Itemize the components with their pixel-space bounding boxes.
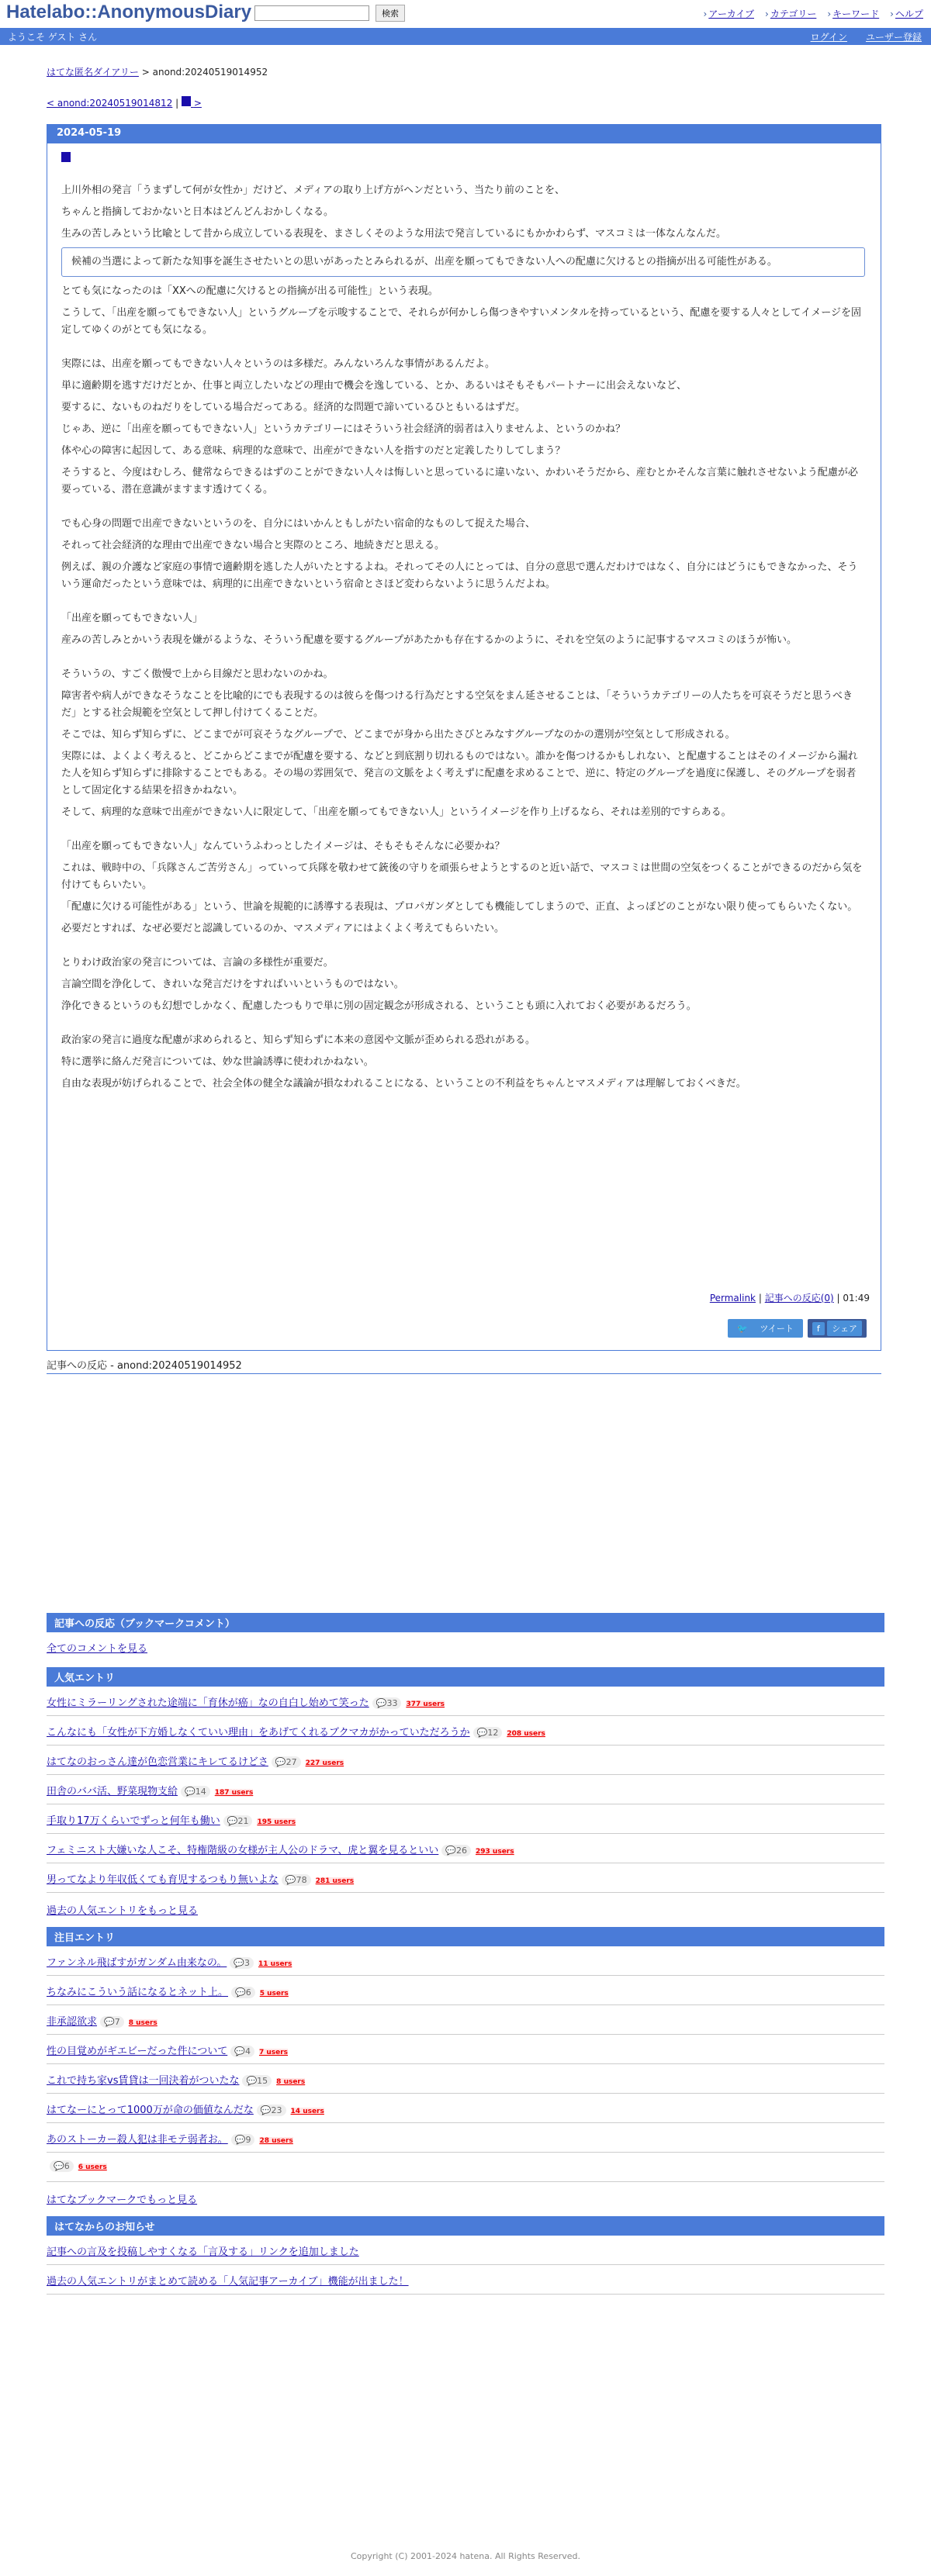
entry-paragraph: 生みの苦しみという比喩として昔から成立している表現を、まさしくそのような用法で発言しているにもかかわらず、マスコミは一体なんなんだ。	[61, 228, 726, 240]
footer-copyright: Copyright (C) 2001-2024 hatena. All Rights Reserved.	[351, 2551, 580, 2561]
comment-count-value: 27	[286, 1757, 297, 1767]
header	[0, 0, 931, 26]
notable-entry-row	[47, 2005, 884, 2035]
entry-paragraph: 政治家の発言に過度な配慮が求められると、知らず知らずに本来の意図や文脈が歪められる恐れがある。	[61, 1034, 536, 1046]
comment-count-value: 3	[244, 1958, 251, 1968]
comment-count-value: 21	[237, 1816, 249, 1826]
entry-paragraph: ちゃんと指摘しておかないと日本はどんどんおかしくなる。	[61, 206, 334, 218]
entry-paragraph: それって社会経済的な理由で出産できない場合と実際のところ、地続きだと思える。	[61, 540, 445, 551]
twitter-icon: 🐦	[732, 1322, 753, 1335]
comment-count-value: 6	[64, 2161, 70, 2171]
comment-count[interactable]	[223, 1815, 253, 1827]
search-input[interactable]	[254, 5, 369, 21]
comment-count-value: 78	[296, 1875, 307, 1885]
next-arrow: >	[193, 98, 202, 109]
comment-icon: 💬	[54, 2161, 64, 2171]
entry-paragraph: 特に選挙に絡んだ発言については、妙な世論誘導に使われかねない。	[61, 1056, 374, 1068]
share-buttons	[728, 1319, 867, 1338]
comment-count[interactable]	[372, 1697, 402, 1709]
comment-icon: 💬	[275, 1757, 286, 1767]
notable-entry-row	[47, 2123, 884, 2153]
category-link[interactable]: › カテゴリー	[765, 7, 816, 20]
breadcrumb-current: anond:20240519014952	[152, 67, 268, 78]
entry-paragraph: 単に適齢期を逃すだけだとか、仕事と両立したいなどの理由で機会を逸している、とか、あるいはそもそもパートナーに出会えないなど、	[61, 380, 687, 392]
comment-count[interactable]	[181, 1786, 210, 1797]
comment-count-value: 7	[114, 2017, 120, 2027]
notable-entry-row	[47, 1976, 884, 2005]
entry-paragraph: 自由な表現が妨げられることで、社会全体の健全な議論が損なわれることになる、ということの不利益をちゃんとマスメディアは理解しておくべきだ。	[61, 1078, 746, 1089]
entry-link[interactable]: 性の目覚めがギエビーだった件について	[47, 2046, 228, 2057]
footer-separator: |	[836, 1293, 840, 1304]
bookmark-users-badge[interactable]: 187 users	[214, 1789, 254, 1797]
facebook-icon: f	[812, 1322, 825, 1335]
comment-count[interactable]	[441, 1845, 471, 1856]
comment-count[interactable]	[230, 1957, 254, 1969]
comment-icon: 💬	[234, 2135, 246, 2145]
bookmark-section	[47, 1613, 884, 1655]
notable-entry-row	[47, 2153, 884, 2182]
comment-icon: 💬	[185, 1787, 196, 1797]
news-item	[47, 2265, 884, 2295]
entry-paragraph: 上川外相の発言「うまずして何が女性か」だけど、メディアの取り上げ方がヘンだという、当たり前のことを、	[61, 185, 565, 196]
square-icon	[61, 152, 71, 162]
comment-count-value: 4	[244, 2046, 251, 2056]
more-popular-link[interactable]: 過去の人気エントリをもっと見る	[47, 1905, 199, 1917]
entry-paragraph: とりわけ政治家の発言については、言論の多様性が重要だ。	[61, 957, 334, 969]
entry-paragraph: 「出産を願ってもできない人」なんていうふわっとしたイメージは、そもそもそんなに必要かね？	[61, 841, 505, 852]
news-link[interactable]: 過去の人気エントリがまとめて読める「人気記事アーカイブ」機能が出ました！	[47, 2276, 409, 2288]
comment-icon: 💬	[235, 1987, 246, 1998]
popular-entry-row	[47, 1775, 884, 1804]
comment-count[interactable]	[272, 1756, 301, 1768]
entry-body	[61, 151, 865, 1093]
bookmark-users-badge[interactable]: 293 users	[476, 1848, 514, 1856]
comment-icon: 💬	[260, 2105, 272, 2115]
pager-separator: |	[175, 98, 179, 109]
entry-paragraph: 障害者や病人ができなそうなことを比喩的にでも表現するのは彼らを傷つける行為だとする空気をまん延させることは、「そういうカテゴリーの人たちを可哀そうだと思うべきだ」とする社会規範を空気として押し付けてくることだ。	[61, 690, 853, 719]
entry-paragraph: じゃあ、逆に「出産を願ってもできない人」というカテゴリーにはそういう社会経済的弱者は入りませんよ、というのかね？	[61, 423, 625, 435]
comment-count[interactable]	[231, 2134, 255, 2146]
entry-link[interactable]: はてなのおっさん達が色恋営業にキレてるけどさ	[47, 1756, 268, 1768]
entry-paragraph: 必要だとすれば、なぜ必要だと認識しているのか、マスメディアにはよくよく考えてもらいたい。	[61, 923, 504, 934]
comment-icon: 💬	[445, 1846, 457, 1856]
register-link[interactable]: ユーザー登録	[865, 32, 922, 43]
news-item	[47, 2236, 884, 2265]
comment-count[interactable]	[50, 2160, 74, 2172]
bookmark-users-badge[interactable]: 208 users	[507, 1730, 545, 1738]
popular-entry-row	[47, 1746, 884, 1775]
section-heading: 人気エントリ	[47, 1667, 884, 1687]
popular-section	[47, 1667, 884, 1917]
entry-title-link[interactable]	[61, 154, 71, 165]
reactions-heading: 記事への反応 - anond:20240519014952	[47, 1357, 881, 1374]
comment-count[interactable]	[242, 2075, 272, 2087]
bookmark-users-badge[interactable]: 195 users	[257, 1818, 296, 1826]
bookmark-users-badge[interactable]: 8 users	[276, 2078, 306, 2086]
entry-link[interactable]: ちなみにこういう話になるとネット上。	[47, 1987, 229, 1998]
entry-link[interactable]: ファンネル飛ばすがガンダム由来なの。	[47, 1957, 227, 1969]
entry-link[interactable]: これで持ち家vs賃貸は一回決着がついたな	[47, 2075, 240, 2087]
notable-entry-row	[47, 2094, 884, 2123]
square-icon	[182, 96, 191, 106]
comment-count-value: 33	[386, 1698, 398, 1708]
quote-block: 候補の当選によって新たな知事を誕生させたいとの思いがあったとみられるが、出産を願ってもできない人への配慮に欠けるとの指摘が出る可能性がある。	[61, 247, 865, 277]
comment-icon: 💬	[246, 2076, 258, 2086]
entry-paragraph: 実際には、出産を願ってもできない人々というのは多様だ。みんないろんな事情があるんだよ。	[61, 358, 496, 370]
comment-icon: 💬	[376, 1698, 387, 1708]
entry-link[interactable]: 女性にミラーリングされた途端に「育休が癌」なの自白し始めて笑った	[47, 1697, 369, 1709]
comment-icon: 💬	[104, 2017, 115, 2027]
entry-paragraph: 例えば、親の介護など家庭の事情で適齢期を逃した人がいたとするよね。それってその人にとっては、自分の意思で選んだわけではなく、自分にはどうにもできなかった、そういう運命だったという意味では、病理的に出産できないという宿命とさほど変わらないように思うんだよね。	[61, 561, 858, 590]
bookmark-users-badge[interactable]: 11 users	[258, 1960, 292, 1968]
bookmark-users-badge[interactable]: 28 users	[259, 2137, 293, 2145]
entry-link[interactable]: フェミニスト大嫌いな人こそ、特権階級の女様が主人公のドラマ、虎と翼を見るといい	[47, 1845, 439, 1856]
news-section	[47, 2216, 884, 2295]
comment-count-value: 15	[257, 2076, 268, 2086]
entry-paragraph: 「出産を願ってもできない人」	[61, 613, 203, 624]
comment-count[interactable]	[100, 2016, 124, 2028]
entry-footer	[710, 1291, 870, 1304]
breadcrumb-home[interactable]: はてな匿名ダイアリー	[47, 67, 139, 78]
entry-paragraph: 浄化できるというのも幻想でしかなく、配慮したつもりで単に別の固定観念が形成される、ということも頭に入れておく必要があるだろう。	[61, 1000, 697, 1012]
bookmark-users-badge[interactable]: 6 users	[78, 2163, 107, 2171]
comment-count-value: 14	[195, 1787, 206, 1797]
welcome-text: ようこそ ゲスト さん	[8, 32, 98, 43]
entry-paragraph: 言論空間を浄化して、きれいな発言だけをすればいいというものではない。	[61, 979, 404, 990]
popular-entry-row	[47, 1687, 884, 1716]
entry-link[interactable]: はてなーにとって1000万が命の価値なんだな	[47, 2105, 254, 2116]
entry-link[interactable]: 田舎のババ活、野菜現物支給	[47, 1786, 178, 1797]
entry-paragraph: そこでは、知らず知らずに、どこまでが可哀そうなグループで、どこまでが身から出たさびとみなすグループなのかの選別が空気として形成される。	[61, 729, 735, 741]
comment-icon: 💬	[285, 1875, 296, 1885]
diary-entry	[47, 124, 881, 1351]
bookmark-users-badge[interactable]: 5 users	[259, 1990, 289, 1998]
news-link[interactable]: 記事への言及を投稿しやすくなる「言及する」リンクを追加しました	[47, 2246, 359, 2258]
all-comments-link[interactable]: 全てのコメントを見る	[47, 1643, 148, 1655]
entry-link[interactable]: 手取り17万くらいでずっと何年も働い	[47, 1815, 220, 1827]
facebook-share-button[interactable]: f シェア	[808, 1319, 867, 1338]
entry-paragraph: でも心身の問題で出産できないというのを、自分にはいかんともしがたい宿命的なものして捉えた場合、	[61, 518, 536, 530]
entry-link[interactable]: あのストーカー殺人犯は非モテ弱者お。	[47, 2134, 228, 2146]
section-heading: 記事への反応（ブックマークコメント）	[47, 1613, 884, 1632]
bookmark-users-badge[interactable]: 8 users	[128, 2019, 157, 2027]
bookmark-users-badge[interactable]: 227 users	[305, 1759, 344, 1767]
breadcrumb-separator: >	[141, 67, 150, 78]
entry-paragraph: こうして、「出産を願ってもできない人」というグループを示唆することで、それらが何かしら傷つきやすいメンタルを持っているという、配慮を要する人々としてイメージを固定してゆくのがとても気になる。	[61, 307, 862, 336]
comment-count-value: 12	[487, 1728, 499, 1738]
comment-count-value: 6	[245, 1987, 251, 1998]
notable-section	[47, 1927, 884, 2206]
user-bar	[0, 28, 931, 45]
top-nav	[704, 7, 924, 20]
entry-paragraph: 産みの苦しみとかいう表現を嫌がるような、そういう配慮を要するグループがあたかも存在するかのように、それを空気のように記事するマスコミのほうが怖い。	[61, 634, 797, 646]
comment-icon: 💬	[476, 1728, 488, 1738]
comment-icon: 💬	[234, 1958, 245, 1968]
popular-entry-row	[47, 1716, 884, 1746]
comment-count-value: 9	[245, 2135, 251, 2145]
entry-paragraph: 実際には、よくよく考えると、どこからどこまでが配慮を要する、などと到底割り切れるものではない。誰かを傷つけるかもしれない、と配慮することはそのイメージから漏れた人を知らず知らずに排除することでもある。その場の雰囲気で、発言の文脈をよく考えずに配慮を求めることで、逆に、特定のグループを過度に保護し、そのグループを弱者として固定化する結果を招きかねない。	[61, 751, 858, 796]
entry-paragraph: そういうの、すごく傲慢で上から目線だと思わないのかね。	[61, 668, 334, 680]
reactions-link[interactable]: 記事への反応(0)	[764, 1293, 834, 1304]
entry-paragraph: 要するに、ないものねだりをしている場合だってある。経済的な問題で諦いているひともいるはずだ。	[61, 402, 526, 413]
notable-entry-row	[47, 2035, 884, 2064]
comment-icon: 💬	[227, 1816, 238, 1826]
entry-paragraph: とても気になったのは「XXへの配慮に欠けるとの指摘が出る可能性」という表現。	[61, 285, 438, 297]
help-link[interactable]: › ヘルプ	[890, 7, 923, 20]
entry-link[interactable]: こんなにも「女性が下方婚しなくていい理由」をあげてくれるブクマカがかっていただろうか	[47, 1727, 470, 1739]
notable-entry-row	[47, 2064, 884, 2094]
entry-paragraph: そうすると、今度はむしろ、健常ならできるはずのことができない人々は悔しいと思っているに違いない、かわいそうだから、産むとかそんな言葉に触れさせないよう配慮が必要っている、潜在意識がますます透けてくる。	[61, 467, 858, 496]
more-bookmark-link[interactable]: はてなブックマークでもっと見る	[47, 2194, 198, 2206]
search-button[interactable]: 検索	[376, 5, 405, 22]
entry-link[interactable]: 男ってなより年収低くても育児するつもり無いよな	[47, 1874, 279, 1886]
entry-link[interactable]: 非承認欲求	[47, 2016, 98, 2028]
entry-date: 2024-05-19	[47, 125, 881, 143]
entry-paragraph: そして、病理的な意味で出産ができない人に限定して、「出産を願ってもできない人」というイメージを作り上げるなら、それは差別的ですらある。	[61, 806, 732, 818]
comment-count[interactable]	[231, 1987, 255, 1998]
bookmark-users-badge[interactable]: 281 users	[315, 1877, 355, 1885]
comment-count[interactable]	[282, 1874, 311, 1886]
next-entry-link[interactable]	[182, 98, 202, 109]
bookmark-users-badge[interactable]: 14 users	[290, 2108, 324, 2115]
entry-paragraph: 体や心の障害に起因して、ある意味、病理的な意味で、出産ができない人を指すのだと定義したりしてしまう？	[61, 445, 566, 457]
popular-entry-row	[47, 1863, 884, 1893]
login-link[interactable]: ログイン	[810, 32, 847, 43]
entry-paragraph: 「配慮に欠ける可能性がある」という、世論を規範的に誘導する表現は、プロパガンダとしても機能してしまうので、正直、よっぽどのことがない限り使ってもらいたくない。	[61, 901, 858, 913]
comment-count-value: 26	[456, 1846, 468, 1856]
permalink[interactable]: Permalink	[709, 1293, 756, 1304]
breadcrumb	[47, 65, 268, 78]
comment-count[interactable]	[473, 1727, 503, 1739]
tweet-button[interactable]: 🐦 ツイート	[728, 1319, 803, 1338]
bookmark-users-badge[interactable]: 377 users	[406, 1701, 445, 1708]
keyword-link[interactable]: › キーワード	[827, 7, 879, 20]
comment-count[interactable]	[257, 2105, 286, 2116]
entry-paragraph: これは、戦時中の、「兵隊さんご苦労さん」っていって兵隊を敬わせて銃後の守りを頑張らせようとするのと近い話で、マスコミは世間の空気をつくることができるのだから気を付けてもらいたい。	[61, 862, 863, 891]
section-heading: はてなからのお知らせ	[47, 2216, 884, 2236]
section-heading: 注目エントリ	[47, 1927, 884, 1946]
entry-time: 01:49	[843, 1293, 870, 1304]
entry-pager	[47, 96, 202, 109]
comment-count[interactable]	[230, 2046, 254, 2057]
popular-entry-row	[47, 1804, 884, 1834]
footer-separator: |	[758, 1293, 762, 1304]
site-logo[interactable]: Hatelabo::AnonymousDiary	[6, 2, 252, 22]
comment-count-value: 23	[271, 2105, 282, 2115]
notable-entry-row	[47, 1946, 884, 1976]
prev-entry-link[interactable]: < anond:20240519014812	[47, 98, 173, 109]
archive-link[interactable]: › アーカイブ	[704, 7, 755, 20]
popular-entry-row	[47, 1834, 884, 1863]
comment-icon: 💬	[234, 2046, 245, 2056]
bookmark-users-badge[interactable]: 7 users	[258, 2049, 288, 2056]
